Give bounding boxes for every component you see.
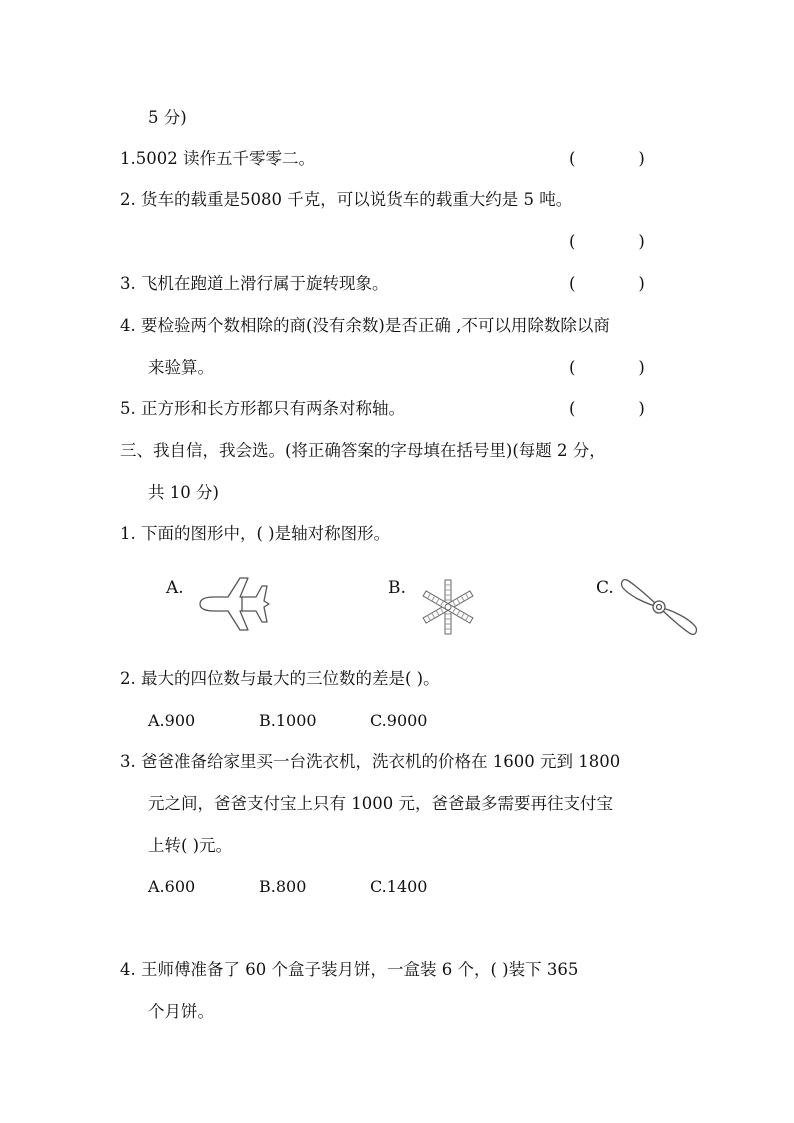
- option-c-label: C.: [596, 578, 614, 598]
- question-3-line-1: 3. 爸爸准备给家里买一台洗衣机，洗衣机的价格在 1600 元到 1800: [120, 752, 621, 771]
- q3-option-b: B.800: [259, 877, 307, 896]
- question-4-line-1: 4. 王师傅准备了 60 个盒子装月饼，一盒装 6 个，( )装下 365: [120, 960, 579, 979]
- top-continuation: 5 分): [148, 108, 187, 127]
- answer-blank-judge-1[interactable]: ( ): [569, 149, 645, 168]
- answer-blank-judge-5[interactable]: ( ): [569, 399, 645, 418]
- judge-item-4-cont: 来验算。: [148, 358, 214, 377]
- question-3-line-2: 元之间，爸爸支付宝上只有 1000 元，爸爸最多需要再往支付宝: [148, 794, 613, 813]
- judge-item-4: 4. 要检验两个数相除的商(没有余数)是否正确 ,不可以用除数除以商: [120, 316, 610, 335]
- answer-blank-judge-3[interactable]: ( ): [569, 274, 645, 293]
- propeller-icon: [620, 576, 698, 638]
- q3-option-a: A.600: [148, 877, 196, 896]
- section-3-title: 三、我自信，我会选。(将正确答案的字母填在括号里)(每题 2 分，: [120, 441, 606, 460]
- question-4-line-2: 个月饼。: [148, 1002, 214, 1021]
- section-3-title-cont: 共 10 分): [148, 483, 219, 502]
- judge-item-5: 5. 正方形和长方形都只有两条对称轴。: [120, 399, 405, 418]
- q2-option-b: B.1000: [259, 711, 317, 730]
- question-1: 1. 下面的图形中，( )是轴对称图形。: [120, 524, 391, 543]
- judge-item-3: 3. 飞机在跑道上滑行属于旋转现象。: [120, 274, 389, 293]
- answer-blank-judge-2[interactable]: ( ): [569, 232, 645, 251]
- pinwheel-icon: [416, 580, 480, 634]
- judge-item-1: 1.5002 读作五千零零二。: [120, 149, 315, 168]
- judge-item-2: 2. 货车的载重是5080 千克，可以说货车的载重大约是 5 吨。: [120, 190, 573, 209]
- question-3-line-3: 上转( )元。: [148, 836, 233, 855]
- option-a-label: A.: [166, 578, 184, 598]
- q2-option-a: A.900: [148, 711, 196, 730]
- q3-option-c: C.1400: [370, 877, 428, 896]
- q2-option-c: C.9000: [370, 711, 428, 730]
- question-2: 2. 最大的四位数与最大的三位数的差是( )。: [120, 669, 440, 688]
- airplane-icon: [196, 574, 274, 632]
- answer-blank-judge-4[interactable]: ( ): [569, 358, 645, 377]
- option-b-label: B.: [388, 578, 406, 598]
